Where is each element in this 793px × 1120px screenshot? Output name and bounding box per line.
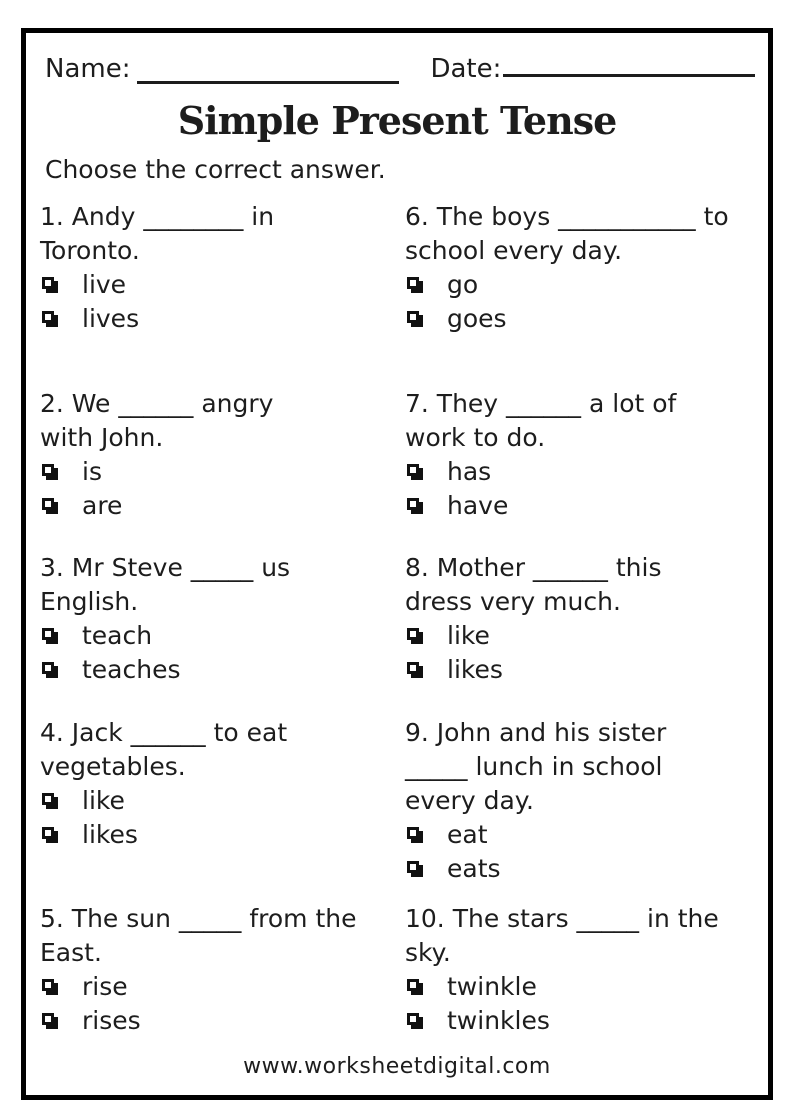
question-7-option-1[interactable] (405, 455, 753, 489)
question-6-line-1: 6. The boys ___________ to (405, 202, 729, 231)
question-5-line-1: 5. The sun _____ from the (40, 904, 357, 933)
question-4 (40, 716, 405, 852)
question-2-option-1[interactable] (40, 455, 405, 489)
question-9-line-2: _____ lunch in school (405, 752, 663, 781)
header-row (45, 50, 768, 84)
checkbox-icon[interactable] (407, 861, 419, 873)
question-10-option-1[interactable] (405, 970, 753, 1004)
question-9-line-1: 9. John and his sister (405, 718, 667, 747)
checkbox-icon[interactable] (407, 827, 419, 839)
option-label: lives (82, 304, 140, 333)
question-5-option-2[interactable] (40, 1004, 405, 1038)
option-label: likes (447, 655, 503, 684)
option-label: likes (82, 820, 138, 849)
question-8 (405, 551, 753, 687)
checkbox-icon[interactable] (407, 979, 419, 991)
worksheet-page (21, 28, 773, 1100)
date-label: Date: (430, 54, 502, 84)
question-6 (405, 200, 753, 336)
question-2-line-1: 2. We ______ angry (40, 389, 274, 418)
question-8-option-1[interactable] (405, 619, 753, 653)
option-label: eat (447, 820, 488, 849)
checkbox-icon[interactable] (407, 1013, 419, 1025)
option-label: have (447, 491, 509, 520)
question-10-line-1: 10. The stars _____ in the (405, 904, 719, 933)
checkbox-icon[interactable] (42, 1013, 54, 1025)
checkbox-icon[interactable] (407, 498, 419, 510)
option-label: are (82, 491, 123, 520)
question-1-option-1[interactable] (40, 268, 405, 302)
question-3-option-1[interactable] (40, 619, 405, 653)
question-10-line-2: sky. (405, 938, 451, 967)
checkbox-icon[interactable] (42, 979, 54, 991)
option-label: live (82, 270, 127, 299)
option-label: like (447, 621, 490, 650)
website-footer: www.worksheetdigital.com (243, 1054, 551, 1079)
name-blank-line (137, 58, 399, 84)
question-2-line-2: with John. (40, 423, 164, 452)
checkbox-icon[interactable] (407, 662, 419, 674)
questions-grid (26, 200, 768, 1038)
question-8-line-1: 8. Mother ______ this (405, 553, 662, 582)
checkbox-icon[interactable] (42, 662, 54, 674)
checkbox-icon[interactable] (42, 311, 54, 323)
checkbox-icon[interactable] (407, 311, 419, 323)
question-3 (40, 551, 405, 687)
checkbox-icon[interactable] (42, 498, 54, 510)
question-9-option-2[interactable] (405, 852, 753, 886)
question-3-line-1: 3. Mr Steve _____ us (40, 553, 291, 582)
question-6-line-2: school every day. (405, 236, 623, 265)
option-label: go (447, 270, 479, 299)
page-title: Simple Present Tense (177, 98, 617, 143)
checkbox-icon[interactable] (407, 628, 419, 640)
checkbox-icon[interactable] (42, 464, 54, 476)
option-label: rises (82, 1006, 141, 1035)
question-4-option-2[interactable] (40, 818, 405, 852)
question-4-option-1[interactable] (40, 784, 405, 818)
question-1-line-1: 1. Andy ________ in (40, 202, 275, 231)
question-10-option-2[interactable] (405, 1004, 753, 1038)
question-6-option-2[interactable] (405, 302, 753, 336)
question-4-line-1: 4. Jack ______ to eat (40, 718, 288, 747)
question-5 (40, 902, 405, 1038)
checkbox-icon[interactable] (407, 277, 419, 289)
question-9-option-1[interactable] (405, 818, 753, 852)
option-label: has (447, 457, 492, 486)
question-7-line-2: work to do. (405, 423, 546, 452)
question-3-option-2[interactable] (40, 653, 405, 687)
checkbox-icon[interactable] (407, 464, 419, 476)
date-blank-line (503, 51, 755, 77)
question-10 (405, 902, 753, 1038)
question-5-line-2: East. (40, 938, 102, 967)
question-4-line-2: vegetables. (40, 752, 186, 781)
option-label: twinkle (447, 972, 537, 1001)
question-5-option-1[interactable] (40, 970, 405, 1004)
option-label: eats (447, 854, 501, 883)
checkbox-icon[interactable] (42, 628, 54, 640)
option-label: is (82, 457, 102, 486)
question-2-option-2[interactable] (40, 489, 405, 523)
question-1-line-2: Toronto. (40, 236, 140, 265)
option-label: like (82, 786, 125, 815)
date-group (430, 51, 755, 84)
question-6-option-1[interactable] (405, 268, 753, 302)
option-label: teaches (82, 655, 181, 684)
question-8-option-2[interactable] (405, 653, 753, 687)
checkbox-icon[interactable] (42, 277, 54, 289)
checkbox-icon[interactable] (42, 827, 54, 839)
name-label: Name: (45, 54, 131, 84)
question-9 (405, 716, 753, 886)
question-2 (40, 387, 405, 523)
checkbox-icon[interactable] (42, 793, 54, 805)
option-label: rise (82, 972, 128, 1001)
option-label: goes (447, 304, 507, 333)
question-8-line-2: dress very much. (405, 587, 621, 616)
option-label: teach (82, 621, 153, 650)
question-7 (405, 387, 753, 523)
question-9-line-3: every day. (405, 786, 534, 815)
question-1 (40, 200, 405, 336)
question-7-option-2[interactable] (405, 489, 753, 523)
question-1-option-2[interactable] (40, 302, 405, 336)
question-7-line-1: 7. They ______ a lot of (405, 389, 677, 418)
instruction-text: Choose the correct answer. (45, 155, 386, 184)
question-3-line-2: English. (40, 587, 139, 616)
option-label: twinkles (447, 1006, 550, 1035)
